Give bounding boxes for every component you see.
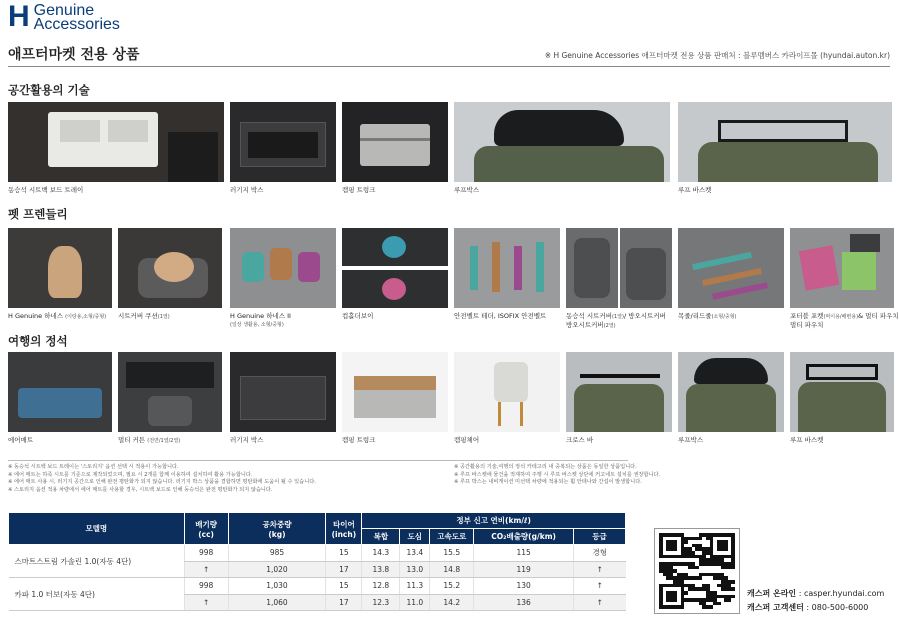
cell-model: 스마트스트림 가솔린 1.0(자동 4단) xyxy=(9,545,185,578)
caption-leash: 목줄/리드줄(소형/중형) xyxy=(678,312,737,320)
table-row xyxy=(9,545,626,562)
seller-note: ※ H Genuine Accessories 애프터마켓 전용 상품 판매처 : 블루멤버스 카라이프몰 (hyundai.auton.kr) xyxy=(544,51,890,60)
cell-kg: 1,020 xyxy=(228,561,326,578)
cell-grade: 경형 xyxy=(574,545,626,562)
notes-right xyxy=(454,464,660,487)
header-tire: 타이어 (inch) xyxy=(326,513,362,545)
cell-highway: 14.8 xyxy=(430,561,474,578)
caption-portable-pocket: 포터블 포켓(먹이용/배변용)& 멀티 파우치 멀티 파우치 xyxy=(790,312,899,329)
cell-co2: 130 xyxy=(474,578,574,595)
cell-grade: ↑ xyxy=(574,578,626,595)
product-photo-cupholder-top xyxy=(342,228,448,266)
fuel-efficiency-table xyxy=(8,512,626,611)
notes-left xyxy=(8,464,316,494)
section-title-space: 공간활용의 기술 xyxy=(8,83,90,97)
header-displacement: 배기량 (cc) xyxy=(184,513,228,545)
caption-seat-cover: 동승석 시트커버(1열)/ 방오시트커버 방오시트커버(2열) xyxy=(566,312,666,329)
section-title-travel: 여행의 정석 xyxy=(8,334,68,348)
header-model: 모델명 xyxy=(9,513,185,545)
caption-cross-bar: 크로스 바 xyxy=(566,436,594,444)
note-line: ※ 동승석 시트백 보드 트레이는 '스토리지' 옵션 선택 시 적용이 가능합니다. xyxy=(8,464,179,470)
brand-line2: Accessories xyxy=(33,16,120,33)
cell-grade: ↑ xyxy=(574,594,626,611)
caption-harness-2: H Genuine 하네스 II (일상 생활용, 소형/중형) xyxy=(230,312,291,328)
product-photo-cross-bar xyxy=(566,352,672,432)
cell-kg: 1,030 xyxy=(228,578,326,595)
cell-cc: ↑ xyxy=(184,561,228,578)
caption-roof-box-2: 루프박스 xyxy=(678,436,704,444)
caption-luggage-box: 러기지 박스 xyxy=(230,186,264,194)
product-photo-multi-curtain xyxy=(118,352,222,432)
cell-combined: 12.8 xyxy=(362,578,400,595)
header-highway: 고속도로 xyxy=(430,529,474,545)
caption-cupholder: 컵홀더보이 xyxy=(342,312,374,320)
cell-cc: ↑ xyxy=(184,594,228,611)
product-photo-harness xyxy=(8,228,112,308)
header-grade: 등급 xyxy=(574,529,626,545)
product-photo-leash xyxy=(678,228,784,308)
caption-seatback-tray: 동승석 시트백 보드 트레이 xyxy=(8,186,84,194)
cell-highway: 14.2 xyxy=(430,594,474,611)
cell-city: 11.0 xyxy=(400,594,430,611)
notes-divider xyxy=(8,460,628,461)
qr-code-pattern xyxy=(659,533,735,609)
product-photo-cupholder-bottom xyxy=(342,270,448,308)
cell-co2: 119 xyxy=(474,561,574,578)
qr-code[interactable] xyxy=(654,528,740,614)
caption-seatbelt-tether: 안전벨트 테더, ISOFIX 안전벨트 xyxy=(454,312,547,320)
title-divider xyxy=(8,66,890,67)
cell-city: 13.4 xyxy=(400,545,430,562)
cell-highway: 15.5 xyxy=(430,545,474,562)
caption-camping-chair: 캠핑체어 xyxy=(454,436,480,444)
caption-roof-basket-2: 루프 바스켓 xyxy=(790,436,824,444)
header-city: 도심 xyxy=(400,529,430,545)
note-line: ※ 루프 박스는 내비게이션 미선택 차량에 적용되는 휠 안테나와 간섭이 발생합니다. xyxy=(454,479,642,485)
caption-camping-trunk-2: 캠핑 트렁크 xyxy=(342,436,376,444)
cell-combined: 13.8 xyxy=(362,561,400,578)
cell-city: 11.3 xyxy=(400,578,430,595)
header-combined: 복합 xyxy=(362,529,400,545)
product-photo-seat-cover-rear xyxy=(620,228,672,308)
cell-model: 카파 1.0 터보(자동 4단) xyxy=(9,578,185,611)
cell-inch: 17 xyxy=(326,561,362,578)
cell-cc: 998 xyxy=(184,545,228,562)
cell-city: 13.0 xyxy=(400,561,430,578)
product-photo-camping-trunk xyxy=(342,102,448,182)
page-title: 애프터마켓 전용 상품 xyxy=(8,47,140,63)
product-photo-roof-box-2 xyxy=(678,352,784,432)
cell-co2: 115 xyxy=(474,545,574,562)
product-photo-camping-chair xyxy=(454,352,560,432)
product-photo-seat-cushion xyxy=(118,228,222,308)
cell-co2: 136 xyxy=(474,594,574,611)
product-photo-camping-trunk-2 xyxy=(342,352,448,432)
cell-combined: 12.3 xyxy=(362,594,400,611)
caption-roof-box: 루프박스 xyxy=(454,186,480,194)
note-line: ※ 공간활용의 기술,여행의 정석 카테고리 내 중복되는 상품은 동일한 상품입니다. xyxy=(454,464,637,470)
caption-seat-cushion: 시트커버 쿠션(1열) xyxy=(118,312,170,320)
product-photo-luggage-box xyxy=(230,102,336,182)
contact-online: 캐스퍼 온라인 : casper.hyundai.com xyxy=(747,589,885,598)
product-photo-luggage-box-2 xyxy=(230,352,336,432)
brand-line1: Genuine xyxy=(33,2,95,19)
cell-cc: 998 xyxy=(184,578,228,595)
cell-combined: 14.3 xyxy=(362,545,400,562)
product-photo-seatbelt-tether xyxy=(454,228,560,308)
product-photo-roof-basket xyxy=(678,102,892,182)
header-efficiency: 정부 신고 연비(km/ℓ) xyxy=(362,513,626,529)
cell-kg: 1,060 xyxy=(228,594,326,611)
cell-highway: 15.2 xyxy=(430,578,474,595)
brand-name xyxy=(34,4,120,32)
cell-kg: 985 xyxy=(228,545,326,562)
section-title-pet: 펫 프렌들리 xyxy=(8,207,68,221)
caption-multi-curtain: 멀티 커튼 (전면/1열/2열) xyxy=(118,436,181,444)
caption-luggage-box-2: 러기지 박스 xyxy=(230,436,264,444)
cell-grade: ↑ xyxy=(574,561,626,578)
table-row xyxy=(9,578,626,595)
cell-inch: 17 xyxy=(326,594,362,611)
product-photo-roof-box xyxy=(454,102,670,182)
contact-center: 캐스퍼 고객센터 : 080-500-6000 xyxy=(747,603,869,612)
product-photo-air-mat xyxy=(8,352,112,432)
caption-harness: H Genuine 하네스 (이랑용,소형/중형) xyxy=(8,312,107,320)
header-weight: 공차중량 (kg) xyxy=(228,513,326,545)
header-co2: CO₂배출량(g/km) xyxy=(474,529,574,545)
product-photo-seatback-tray xyxy=(8,102,224,182)
cell-inch: 15 xyxy=(326,578,362,595)
product-photo-harness-2 xyxy=(230,228,336,308)
brand-letter: H xyxy=(8,0,30,33)
product-photo-portable-pocket xyxy=(790,228,894,308)
product-photo-roof-basket-2 xyxy=(790,352,894,432)
product-photo-seat-cover-front xyxy=(566,228,618,308)
note-line: ※ 에어 매트는 하족 시트를 기준으로 제작되었으며, 필요 시 2개를 함께 이용하여 설치하여 활용 가능합니다. xyxy=(8,471,253,478)
caption-roof-basket: 루프 바스켓 xyxy=(678,186,712,194)
note-line: ※ 루프 바스켓에 물건을 적재하여 주행 시 루프 바스켓 상단에 커고네트 설치를 권장합니다. xyxy=(454,471,661,478)
caption-camping-trunk: 캠핑 트렁크 xyxy=(342,186,376,194)
cell-inch: 15 xyxy=(326,545,362,562)
note-line: ※ 에어 매트 사용 시, 러기지 공간으로 인해 완전 평탄화가 되지 않습니다. 러기지 박스 상품을 결합하면 평탄화에 도움이 될 수 있습니다. xyxy=(8,479,316,485)
note-line: ※ 스토리지 옵션 적용 차량에서 에어 매트를 사용할 경우, 시트백 보드로 인해 동승석은 완전 평탄화가 되지 않습니다. xyxy=(8,486,273,493)
brand-logo xyxy=(8,0,120,33)
caption-air-mat: 에어매트 xyxy=(8,436,34,444)
